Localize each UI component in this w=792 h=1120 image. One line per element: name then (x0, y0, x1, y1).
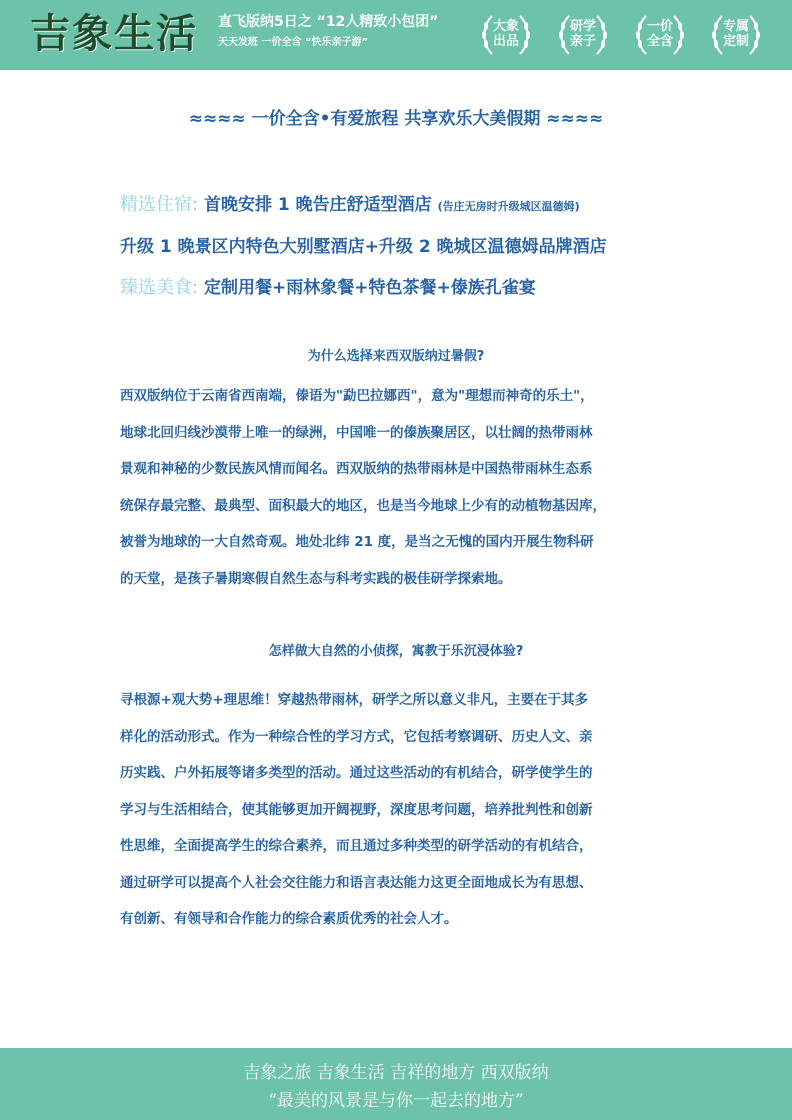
paragraph-line: 地球北回归线沙漠带上唯一的绿洲，中国唯一的傣族聚居区，以壮阔的热带雨林 (120, 424, 593, 441)
paragraph-line: 西双版纳位于云南省西南端，傣语为"勐巴拉娜西"，意为"理想而神奇的乐土"， (120, 388, 594, 404)
section1-paragraph (120, 378, 680, 597)
badge-elephant-original (478, 6, 534, 62)
highlight-upgrade: 升级 1 晚景区内特色大别墅酒店+升级 2 晚城区温德姆品牌酒店 (120, 237, 607, 257)
paragraph-line: 学习与生活相结合，使其能够更加开阔视野，深度思考问题，培养批判性和创新 (120, 801, 593, 818)
food-tag: 臻选美食: (120, 277, 199, 298)
food-text: 定制用餐+雨林象餐+特色茶餐+傣族孔雀宴 (204, 278, 536, 298)
badge-text: 专属 定制 (722, 19, 749, 49)
paragraph-line: 样化的活动形式。作为一种综合性的学习方式，它包括考察调研、历史人文、亲 (120, 728, 593, 745)
paragraph-line: 通过研学可以提高个人社会交往能力和语言表达能力这更全面地成长为有思想、 (120, 874, 593, 891)
paragraph-line: 寻根源+观大势+理思维！穿越热带雨林，研学之所以意义非凡，主要在于其多 (120, 692, 589, 708)
brand-logo-text: 吉象生活 (30, 11, 198, 57)
footer-slogan-line-2: “最美的风景是与你一起去的地方” (268, 1091, 524, 1111)
badge-all-inclusive (632, 6, 688, 62)
paragraph-line: 有创新、有领导和合作能力的综合素质优秀的社会人才。 (120, 911, 458, 927)
tagline-line-2: 天天发班 一价全含 “快乐亲子游” (218, 37, 369, 48)
header-tagline (218, 12, 439, 51)
highlight-food (120, 273, 536, 299)
footer-band (0, 1048, 792, 1120)
stay-note: (告庄无房时升级城区温德姆) (437, 200, 580, 213)
page-title: ≈≈≈≈ 一价全含•有爱旅程 共享欢乐大美假期 ≈≈≈≈ (188, 109, 604, 129)
stay-text: 首晚安排 1 晚告庄舒适型酒店 (204, 195, 432, 215)
section2-paragraph (120, 682, 680, 938)
tagline-line-1: 直飞版纳5日之 “12人精致小包团” (218, 14, 439, 30)
badge-custom-made (708, 6, 764, 62)
footer-slogan-line-1: 吉象之旅 吉象生活 吉祥的地方 西双版纳 (243, 1063, 549, 1083)
section2-question: 怎样做大自然的小侦探，寓教于乐沉浸体验? (268, 644, 524, 659)
paragraph-line: 统保存最完整、最典型、面积最大的地区，也是当今地球上少有的动植物基因库， (120, 497, 606, 514)
highlight-stay (120, 190, 580, 216)
stay-tag: 精选住宿: (120, 194, 199, 215)
section1-question: 为什么选择来西双版纳过暑假? (307, 349, 485, 364)
paragraph-line: 景观和神秘的少数民族风情而闻名。西双版纳的热带雨林是中国热带雨林生态系 (120, 461, 593, 477)
badge-text: 研学 亲子 (569, 19, 596, 49)
badge-text: 一价 全含 (646, 19, 673, 49)
paragraph-line: 的天堂，是孩子暑期寒假自然生态与科考实践的极佳研学探索地。 (120, 570, 512, 587)
paragraph-line: 被誉为地球的一大自然奇观。地处北纬 21 度，是当之无愧的国内开展生物科研 (120, 534, 594, 550)
paragraph-line: 性思维，全面提高学生的综合素养，而且通过多种类型的研学活动的有机结合， (120, 838, 593, 854)
paragraph-line: 历实践、户外拓展等诸多类型的活动。通过这些活动的有机结合，研学使学生的 (120, 765, 593, 781)
badge-text: 大象 出品 (492, 19, 519, 49)
header-band (0, 0, 792, 70)
badge-study-family (555, 6, 611, 62)
